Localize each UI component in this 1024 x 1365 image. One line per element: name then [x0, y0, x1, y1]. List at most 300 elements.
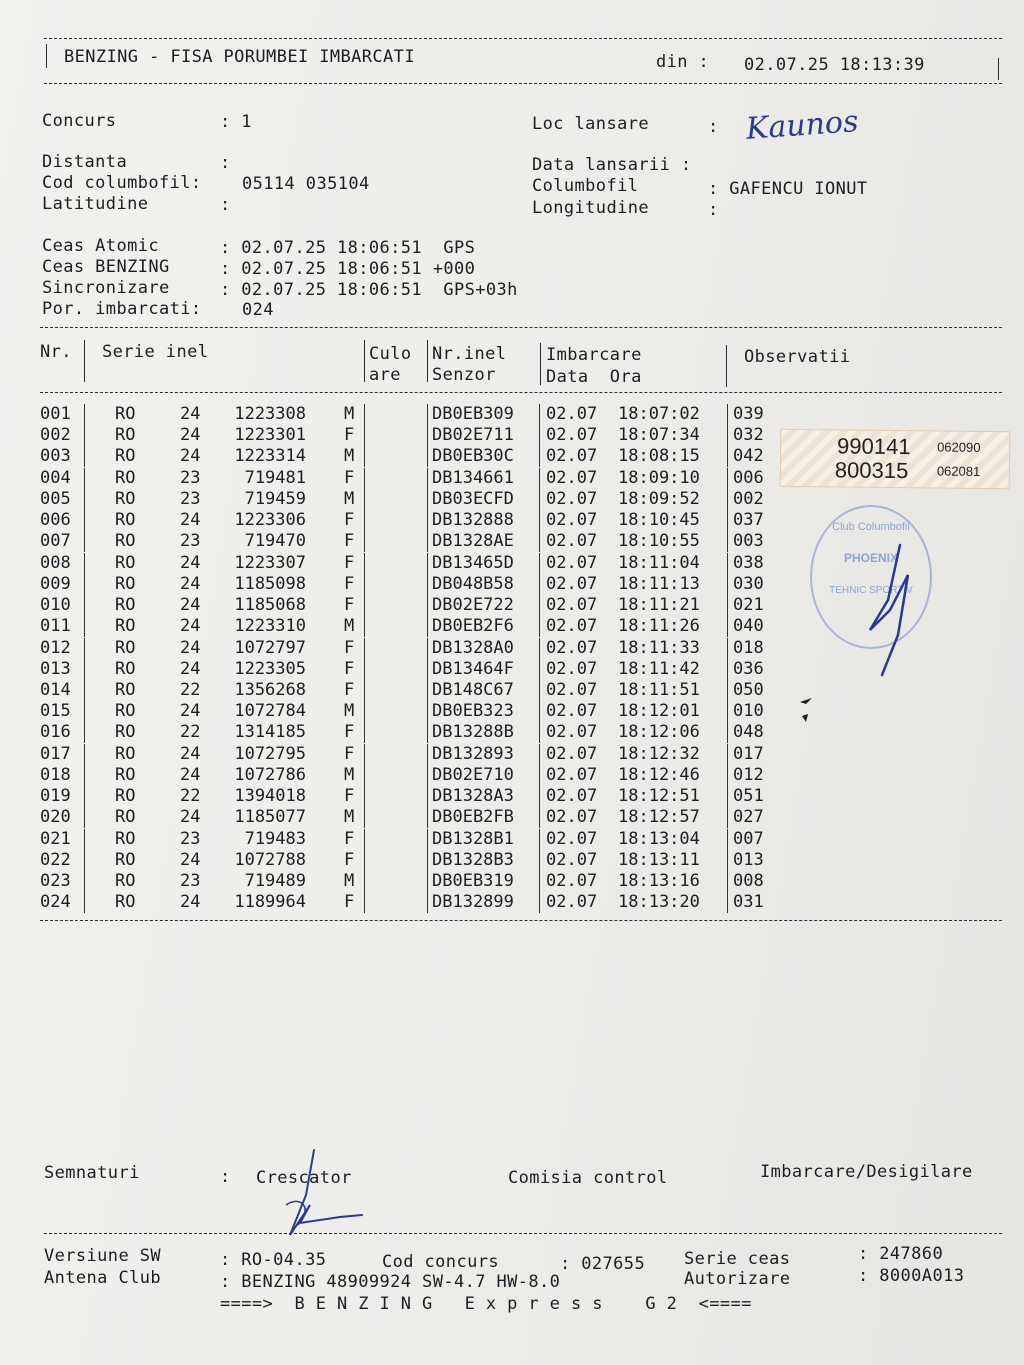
- cell-inel: 1314185: [234, 722, 306, 743]
- cell-nr: 011: [40, 616, 71, 637]
- column-separator: [84, 638, 85, 659]
- column-separator: [364, 680, 365, 701]
- column-separator: [84, 574, 85, 595]
- column-separator: [427, 531, 428, 552]
- cell-tara: RO: [115, 892, 136, 913]
- cell-data: 02.07: [546, 595, 598, 616]
- column-separator: [364, 404, 365, 425]
- header-sep-2: [364, 340, 365, 382]
- table-header-divider: [40, 392, 1002, 393]
- sticker-subcode-1: 062090: [937, 439, 981, 455]
- header-right-bar: [998, 58, 999, 80]
- cell-data: 02.07: [546, 807, 598, 828]
- column-separator: [364, 510, 365, 531]
- column-separator: [427, 574, 428, 595]
- column-separator: [427, 510, 428, 531]
- column-separator: [427, 701, 428, 722]
- cell-senzor: DB0EB309: [432, 404, 514, 424]
- column-separator: [364, 722, 365, 743]
- column-separator: [84, 871, 85, 892]
- column-separator: [84, 701, 85, 722]
- cell-data: 02.07: [546, 658, 598, 679]
- cell-inel: 1356268: [234, 679, 306, 700]
- column-separator: [727, 468, 728, 489]
- cell-sex: F: [344, 679, 355, 700]
- header-sep-4: [540, 343, 541, 385]
- cell-sex: F: [344, 595, 355, 616]
- column-separator: [427, 744, 428, 765]
- cell-ora: 18:13:04: [618, 828, 700, 849]
- cell-sex: M: [344, 616, 355, 637]
- cell-inel: 1072795: [234, 743, 306, 764]
- autorizare-label: Autorizare: [684, 1269, 791, 1289]
- antena-club-label: Antena Club: [44, 1268, 161, 1288]
- cell-sex: M: [344, 446, 355, 467]
- serie-ceas-value: : 247860: [858, 1244, 944, 1264]
- cell-tara: RO: [115, 637, 136, 658]
- column-separator: [364, 807, 365, 828]
- column-separator: [364, 446, 365, 467]
- cell-inel: 1185098: [234, 573, 306, 594]
- document-title: BENZING - FISA PORUMBEI IMBARCATI: [64, 47, 415, 67]
- sticker-code-1: 990141: [837, 433, 911, 460]
- cell-senzor: DB0EB2F6: [432, 616, 514, 637]
- column-separator: [84, 425, 85, 446]
- semnaturi-sep: :: [220, 1167, 231, 1187]
- column-separator: [427, 765, 428, 786]
- column-separator: [539, 829, 540, 850]
- column-separator: [427, 404, 428, 425]
- column-separator: [727, 765, 728, 786]
- cell-senzor: DB1328A0: [432, 637, 514, 658]
- latitudine-label: Latitudine: [42, 194, 149, 214]
- cell-data: 02.07: [546, 722, 598, 743]
- cod-concurs-value: : 027655: [560, 1254, 646, 1274]
- sticker-code-2: 800315: [834, 457, 909, 484]
- column-separator: [427, 595, 428, 616]
- cell-senzor: DB1328B1: [432, 828, 514, 849]
- cell-inel: 1189964: [234, 892, 306, 913]
- cell-senzor: DB03ECFD: [432, 488, 514, 509]
- cell-ora: 18:10:55: [618, 531, 700, 552]
- column-separator: [539, 531, 540, 552]
- column-separator: [727, 786, 728, 807]
- column-separator: [427, 468, 428, 489]
- loc-lansare-label: Loc lansare: [532, 114, 649, 134]
- serie-ceas-label: Serie ceas: [684, 1249, 791, 1269]
- column-separator: [727, 574, 728, 595]
- cell-tara: RO: [115, 722, 136, 743]
- column-separator: [84, 850, 85, 871]
- cell-obs: 040: [733, 616, 764, 637]
- cell-nr: 016: [40, 722, 71, 743]
- column-separator: [539, 871, 540, 892]
- porumbei-imbarcati-value: 024: [242, 300, 274, 320]
- table-row: [0, 807, 1024, 828]
- column-separator: [539, 722, 540, 743]
- cell-senzor: DB134661: [432, 467, 514, 488]
- cell-sex: F: [344, 637, 355, 658]
- cell-ora: 18:09:52: [618, 488, 700, 509]
- column-separator: [727, 531, 728, 552]
- ceas-benzing-label: Ceas BENZING: [42, 257, 170, 277]
- col-nrinel-header-1: Nr.inel: [432, 344, 507, 364]
- cell-data: 02.07: [546, 679, 598, 700]
- cell-inel: 1072797: [234, 637, 306, 658]
- column-separator: [84, 510, 85, 531]
- cell-sex: F: [344, 722, 355, 743]
- cell-nr: 020: [40, 807, 71, 828]
- cell-inel: 719489: [244, 871, 306, 892]
- column-separator: [84, 722, 85, 743]
- cell-senzor: DB0EB319: [432, 871, 514, 892]
- column-separator: [727, 404, 728, 425]
- cell-sex: F: [344, 531, 355, 552]
- cell-tara: RO: [115, 446, 136, 467]
- cell-ora: 18:11:13: [618, 573, 700, 594]
- cell-senzor: DB13288B: [432, 722, 514, 743]
- table-row: [0, 765, 1024, 786]
- sincronizare-label: Sincronizare: [42, 278, 170, 298]
- cell-data: 02.07: [546, 425, 598, 446]
- cell-an: 22: [180, 786, 201, 807]
- table-row: [0, 850, 1024, 871]
- cell-tara: RO: [115, 807, 136, 828]
- cell-sex: M: [344, 701, 355, 722]
- column-separator: [727, 722, 728, 743]
- column-separator: [727, 744, 728, 765]
- cell-obs: 012: [733, 764, 764, 785]
- column-separator: [727, 489, 728, 510]
- sincronizare-value: : 02.07.25 18:06:51 GPS+03h: [220, 280, 518, 300]
- cell-an: 22: [180, 722, 201, 743]
- cod-columbofil-label: Cod columbofil:: [42, 173, 202, 193]
- cell-an: 24: [180, 552, 201, 573]
- cell-data: 02.07: [546, 828, 598, 849]
- cell-obs: 007: [733, 828, 764, 849]
- col-culoare-header-2: are: [369, 365, 401, 385]
- cell-nr: 018: [40, 764, 71, 785]
- cell-tara: RO: [115, 764, 136, 785]
- cell-sex: M: [344, 488, 355, 509]
- loc-lansare-handwritten: Kaunos: [744, 104, 860, 147]
- cell-inel: 1223308: [234, 404, 306, 424]
- col-serie-header: Serie inel: [102, 342, 209, 362]
- column-separator: [427, 786, 428, 807]
- column-separator: [84, 807, 85, 828]
- cell-tara: RO: [115, 679, 136, 700]
- cell-ora: 18:10:45: [618, 510, 700, 531]
- cell-ora: 18:07:02: [618, 404, 700, 424]
- cell-an: 24: [180, 637, 201, 658]
- cell-ora: 18:11:33: [618, 637, 700, 658]
- header-left-bar: [46, 44, 47, 68]
- cell-nr: 014: [40, 679, 71, 700]
- cod-columbofil-value: 05114 035104: [242, 174, 370, 194]
- cell-inel: 1223310: [234, 616, 306, 637]
- cell-an: 24: [180, 892, 201, 913]
- cell-inel: 1223301: [234, 425, 306, 446]
- cell-obs: 031: [733, 892, 764, 913]
- cell-nr: 009: [40, 573, 71, 594]
- cell-an: 24: [180, 595, 201, 616]
- column-separator: [84, 595, 85, 616]
- ceas-atomic-label: Ceas Atomic: [42, 236, 159, 256]
- column-separator: [364, 425, 365, 446]
- col-imbarcare-header-1: Imbarcare: [546, 345, 642, 365]
- column-separator: [727, 446, 728, 467]
- cell-ora: 18:12:46: [618, 764, 700, 785]
- cell-ora: 18:12:32: [618, 743, 700, 764]
- column-separator: [727, 425, 728, 446]
- cell-obs: 036: [733, 658, 764, 679]
- columbofil-value: : GAFENCU IONUT: [708, 179, 868, 199]
- col-imbarcare-header-2: Data Ora: [546, 367, 642, 387]
- cell-ora: 18:11:51: [618, 679, 700, 700]
- column-separator: [727, 638, 728, 659]
- cell-obs: 050: [733, 679, 764, 700]
- cell-obs: 051: [733, 786, 764, 807]
- column-separator: [727, 871, 728, 892]
- column-separator: [427, 425, 428, 446]
- cell-nr: 019: [40, 786, 71, 807]
- stamp-top-text: Club Columbofil: [832, 521, 910, 533]
- semnaturi-label: Semnaturi: [44, 1163, 140, 1183]
- footer-divider: [44, 1233, 1002, 1234]
- cell-data: 02.07: [546, 892, 598, 913]
- ceas-atomic-value: : 02.07.25 18:06:51 GPS: [220, 238, 476, 258]
- cell-an: 24: [180, 510, 201, 531]
- cell-tara: RO: [115, 510, 136, 531]
- column-separator: [427, 722, 428, 743]
- cell-tara: RO: [115, 701, 136, 722]
- cell-tara: RO: [115, 488, 136, 509]
- table-row: [0, 871, 1024, 892]
- cell-an: 22: [180, 679, 201, 700]
- cell-sex: M: [344, 764, 355, 785]
- cell-nr: 012: [40, 637, 71, 658]
- cell-obs: 003: [733, 531, 764, 552]
- cell-an: 24: [180, 807, 201, 828]
- table-row: [0, 786, 1024, 807]
- cell-senzor: DB02E722: [432, 595, 514, 616]
- column-separator: [364, 553, 365, 574]
- stamp-signature-icon: [860, 540, 930, 680]
- cell-sex: F: [344, 467, 355, 488]
- cell-ora: 18:11:21: [618, 595, 700, 616]
- column-separator: [84, 489, 85, 510]
- cell-tara: RO: [115, 828, 136, 849]
- cell-obs: 048: [733, 722, 764, 743]
- cell-senzor: DB13464F: [432, 658, 514, 679]
- cell-sex: F: [344, 510, 355, 531]
- cell-inel: 1185068: [234, 595, 306, 616]
- column-separator: [539, 574, 540, 595]
- cell-obs: 037: [733, 510, 764, 531]
- antena-club-value: : BENZING 48909924 SW-4.7 HW-8.0: [220, 1272, 561, 1292]
- cell-an: 23: [180, 467, 201, 488]
- cell-inel: 1223305: [234, 658, 306, 679]
- column-separator: [364, 595, 365, 616]
- column-separator: [539, 425, 540, 446]
- cell-nr: 001: [40, 404, 71, 424]
- cell-ora: 18:09:10: [618, 467, 700, 488]
- cell-obs: 027: [733, 807, 764, 828]
- column-separator: [84, 680, 85, 701]
- longitudine-value: :: [708, 200, 719, 220]
- crescator-signature-icon: [270, 1145, 380, 1245]
- col-nrinel-header-2: Senzor: [432, 365, 496, 385]
- cell-an: 24: [180, 743, 201, 764]
- cell-data: 02.07: [546, 488, 598, 509]
- ink-marks-icon: [796, 692, 820, 726]
- print-datetime: 02.07.25 18:13:39: [744, 55, 925, 75]
- cell-ora: 18:13:11: [618, 849, 700, 870]
- cell-nr: 005: [40, 488, 71, 509]
- cell-inel: 719483: [244, 828, 306, 849]
- loc-lansare-sep: :: [708, 117, 719, 137]
- cell-senzor: DB148C67: [432, 679, 514, 700]
- cell-data: 02.07: [546, 510, 598, 531]
- latitudine-value: :: [220, 195, 231, 215]
- cell-inel: 1223314: [234, 446, 306, 467]
- cell-nr: 003: [40, 446, 71, 467]
- column-separator: [427, 616, 428, 637]
- columbofil-label: Columbofil: [532, 176, 639, 196]
- sticker-subcode-2: 062081: [936, 463, 981, 479]
- cell-ora: 18:11:42: [618, 658, 700, 679]
- column-separator: [539, 786, 540, 807]
- column-separator: [727, 892, 728, 913]
- column-separator: [727, 616, 728, 637]
- column-separator: [539, 638, 540, 659]
- column-separator: [427, 871, 428, 892]
- cell-data: 02.07: [546, 446, 598, 467]
- cell-senzor: DB132888: [432, 510, 514, 531]
- column-separator: [427, 829, 428, 850]
- cell-ora: 18:11:04: [618, 552, 700, 573]
- column-separator: [84, 616, 85, 637]
- column-separator: [364, 616, 365, 637]
- cell-ora: 18:13:20: [618, 892, 700, 913]
- cell-sex: F: [344, 658, 355, 679]
- column-separator: [84, 765, 85, 786]
- column-separator: [84, 446, 85, 467]
- column-separator: [539, 744, 540, 765]
- cell-senzor: DB02E711: [432, 425, 514, 446]
- column-separator: [364, 850, 365, 871]
- cell-tara: RO: [115, 871, 136, 892]
- cell-tara: RO: [115, 786, 136, 807]
- cell-nr: 002: [40, 425, 71, 446]
- column-separator: [727, 595, 728, 616]
- cell-an: 24: [180, 446, 201, 467]
- column-separator: [84, 468, 85, 489]
- cell-tara: RO: [115, 616, 136, 637]
- column-separator: [364, 701, 365, 722]
- col-nr-header: Nr.: [40, 342, 72, 362]
- cell-inel: 1185077: [234, 807, 306, 828]
- cell-inel: 719481: [244, 467, 306, 488]
- crescator-label: Crescator: [256, 1168, 352, 1188]
- column-separator: [539, 701, 540, 722]
- cell-nr: 010: [40, 595, 71, 616]
- column-separator: [539, 595, 540, 616]
- distanta-value: :: [220, 153, 231, 173]
- cell-an: 23: [180, 828, 201, 849]
- cell-data: 02.07: [546, 404, 598, 424]
- cell-nr: 006: [40, 510, 71, 531]
- column-separator: [727, 659, 728, 680]
- col-observatii-header: Observatii: [744, 347, 851, 367]
- autorizare-value: : 8000A013: [858, 1266, 965, 1286]
- cell-tara: RO: [115, 467, 136, 488]
- column-separator: [539, 446, 540, 467]
- cell-an: 24: [180, 701, 201, 722]
- column-separator: [84, 404, 85, 425]
- cell-data: 02.07: [546, 573, 598, 594]
- column-separator: [84, 531, 85, 552]
- column-separator: [727, 553, 728, 574]
- distanta-label: Distanta: [42, 152, 128, 172]
- concurs-value: : 1: [220, 112, 252, 132]
- column-separator: [84, 829, 85, 850]
- column-separator: [364, 765, 365, 786]
- header-sep-3: [427, 340, 428, 382]
- column-separator: [539, 616, 540, 637]
- stamp-bottom-text: TEHNIC SPORTIV: [829, 585, 913, 596]
- cell-obs: 039: [733, 404, 764, 424]
- cell-senzor: DB048B58: [432, 573, 514, 594]
- column-separator: [727, 807, 728, 828]
- data-lansarii-label: Data lansarii :: [532, 155, 692, 175]
- table-bottom-divider: [40, 920, 1002, 921]
- cell-ora: 18:12:06: [618, 722, 700, 743]
- column-separator: [364, 659, 365, 680]
- cell-obs: 010: [733, 701, 764, 722]
- stamp-middle-text: PHOENIX: [843, 551, 898, 565]
- cell-obs: 032: [733, 425, 764, 446]
- cell-obs: 002: [733, 488, 764, 509]
- header-sep-5: [726, 345, 727, 387]
- cell-obs: 008: [733, 871, 764, 892]
- cell-obs: 006: [733, 467, 764, 488]
- cell-inel: 1072788: [234, 849, 306, 870]
- imbarcare-desigilare-label: Imbarcare/Desigilare: [760, 1162, 973, 1182]
- cell-sex: F: [344, 849, 355, 870]
- column-separator: [539, 404, 540, 425]
- column-separator: [539, 659, 540, 680]
- cell-inel: 719459: [244, 488, 306, 509]
- column-separator: [84, 744, 85, 765]
- cell-data: 02.07: [546, 786, 598, 807]
- cell-an: 23: [180, 871, 201, 892]
- column-separator: [427, 659, 428, 680]
- column-separator: [539, 850, 540, 871]
- column-separator: [84, 786, 85, 807]
- cell-sex: F: [344, 552, 355, 573]
- column-separator: [364, 574, 365, 595]
- cell-senzor: DB1328AE: [432, 531, 514, 552]
- column-separator: [539, 765, 540, 786]
- versiune-sw-label: Versiune SW: [44, 1246, 161, 1266]
- col-culoare-header-1: Culo: [369, 344, 412, 364]
- header-sep-1: [84, 340, 85, 382]
- column-separator: [364, 744, 365, 765]
- column-separator: [539, 807, 540, 828]
- cell-an: 24: [180, 849, 201, 870]
- cell-nr: 017: [40, 743, 71, 764]
